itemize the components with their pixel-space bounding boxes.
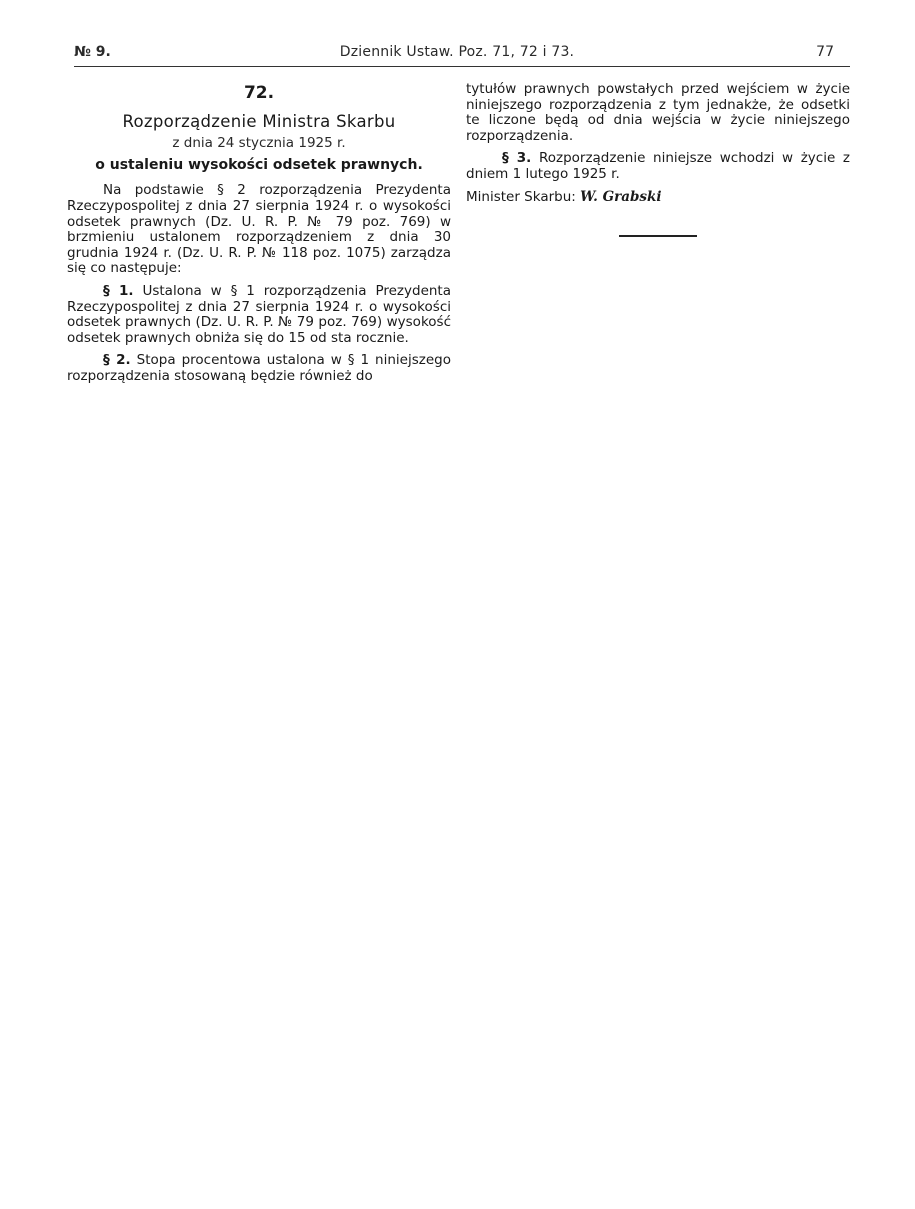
page-number: 77 [816, 44, 834, 60]
section-3-paragraph [466, 151, 850, 182]
journal-title: Dziennik Ustaw. Poz. 71, 72 i 73. [339, 44, 575, 60]
article-subject: o ustaleniu wysokości odsetek prawnych. [95, 156, 423, 173]
section-1-label: § 1. [103, 282, 134, 299]
header-rule [74, 66, 850, 67]
signature-role: Minister Skarbu: [466, 188, 576, 205]
signature-name: W. Grabski [580, 188, 662, 205]
end-rule [619, 235, 697, 237]
section-2-label: § 2. [103, 352, 131, 369]
section-3-label: § 3. [502, 150, 532, 167]
section-1-text: Ustalona w § 1 rozporządzenia Prezydenta Rzeczypospolitej z dnia 27 sierpnia 1924 r. o wysokości odsetek prawnych (Dz. U. R. P. № 79 poz. 769) wysokość odsetek prawnych obniża się do 15 od sta rocznie. [67, 282, 451, 346]
section-2-text: Stopa procentowa ustalona w § 1 niniejszego rozporządzenia stosowaną będzie również do [67, 352, 451, 384]
left-column [67, 82, 451, 392]
article-title: Rozporządzenie Ministra Skarbu [122, 111, 396, 131]
signature-line [466, 190, 850, 206]
section-2-continuation: tytułów prawnych powstałych przed wejściem w życie niniejszego rozporządzenia z tym jednakże, że odsetki te liczone będą od dnia wejścia w życie niniejszego rozporządzenia. [466, 81, 850, 144]
section-3-text: Rozporządzenie niniejsze wchodzi w życie z dniem 1 lutego 1925 r. [466, 150, 850, 182]
preamble-paragraph: Na podstawie § 2 rozporządzenia Prezydenta Rzeczypospolitej z dnia 27 sierpnia 1924 r. o wysokości odsetek prawnych (Dz. U. R. P. № 79 poz. 769) w brzmieniu ustalonem rozporządzeniem z dnia 30 grudnia 1924 r. (Dz. U. R. P. № 118 poz. 1075) zarządza się co następuje: [67, 182, 451, 277]
section-1-paragraph [67, 284, 451, 346]
article-number: 72. [243, 83, 275, 103]
article-date: z dnia 24 stycznia 1925 r. [172, 135, 346, 152]
issue-number: № 9. [74, 44, 111, 60]
section-2-paragraph [67, 353, 451, 384]
right-column [466, 82, 850, 237]
page-header [74, 44, 840, 66]
